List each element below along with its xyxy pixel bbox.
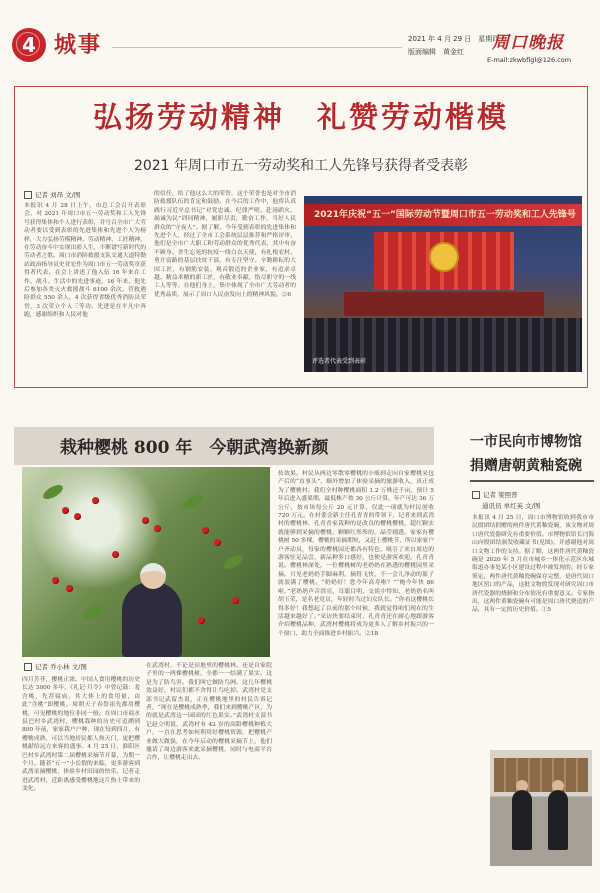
person-figure — [548, 790, 568, 850]
cherry-picker-figure — [122, 582, 182, 657]
museum-article-byline-2: 通讯员 单红英 文/图 — [482, 502, 541, 510]
cherry — [52, 577, 59, 584]
cherry-article-byline: 记者 乔小林 文/图 — [24, 662, 87, 671]
leaf — [81, 602, 105, 622]
museum-donation-photo — [490, 750, 592, 866]
top-article-column-2: 的信任，给了他这么大的荣誉，这个荣誉也是对全市消防救援队伍的肯定和鼓励。在今后的工作中，他将认真践行习近平总书记“对党忠诚、纪律严明、赴汤蹈火、竭诚为民”训词精神，履职尽责，勤奋工作，当好人民群众的“守夜人”。据了解，今年受到表彰的先进集体和先进个人，经过了全市工会系统层层推荐和严格评审。他们是全市广大职工和劳动群众的优秀代表，其中有奋不顾身、舍生忘死的抗疫一线白衣天使，有扎根农村、勇开富路的基层扶贫干部，有专注坚守、辛勤耕耘的大国工匠，有钢筋安装、观音锻造的企业家，有追求卓越、精益求精的新工匠，有敬业奉献、恪尽职守的一线工人等等。在他们身上，集中体现了全市广大劳动者的优秀品质，展示了周口人民奋发向上的精神风貌。②6 — [154, 191, 296, 298]
top-article-column-1: 本报讯 4 月 28 日上午，市总工会召开表彰会，对 2021 年周口市五一劳动奖和工人先锋号获得集体和个人进行表彰，并号召全市广大劳动者要以受到表彰的先进集体和先进个人为榜样，大力弘扬劳模精神、劳动精神、工匠精神，在劳动奋斗中实现出彩人生，不断谱写新时代的劳动者之歌。周口市消防救援支队交通大道特勤站政治指导员史亚宏作为周口市五一劳动奖章获得者代表，在会上讲述了他入伍 16 年来在工作、战斗、生活中的先进事迹，16 年来，他先后参加各类灭火救援战斗 6100 余次，营救遇险群众 550 余人，4 次获得省级优秀消防员荣誉，3 次荣立个人三等功。先进是在平凡中奔跑，感谢组织和人民对他 — [24, 203, 146, 319]
editor-text: 版面编辑 黄金红 — [408, 48, 464, 56]
ceremony-banner: 2021年庆祝“五一”国际劳动节暨周口市五一劳动奖和工人先锋号 — [304, 204, 582, 226]
cherry-article-column-2: 在武湾村，不论是田地里的樱桃林，还是自家院子里的一两棵樱桃树，全都一一结满了果实。这是为了防鸟害。我们叫它做防鸟网。这几年樱桃效益好，村民们都不舍得让鸟吃掉。武湾村党支部书记武留杰说，正在樱桃地里的村民告诉记者，“现在是樱桃成熟季，我们来到樱桃产区，为的就是武湾这一园园的红色果实。”武湾村支部书记赵立明说，武湾村有 42 岁的高龄樱桃种植大户，一直在思考如何利用好樱桃资源，把樱桃产业做大做强，在今年启动的樱桃采摘节上，他们邀请了周边游客来此采摘樱桃，同时与电商平台合作，让樱桃走出去。 — [146, 663, 272, 762]
section-title: 城事 — [54, 32, 103, 58]
cherry-picking-photo — [22, 467, 270, 657]
photo-caption: 评选者代表受到表彰 — [312, 358, 367, 365]
cherry — [154, 525, 161, 532]
podium — [344, 292, 544, 316]
cherry-article-column-3: 传效果。村民从两边零散零樱桃的小贩到走向自家樱桃采包产后的“直事头”，顺外增加了体验采摘的旅游收入，真正成为了樱桃村。我们全村种樱桃面积 1.2 万株还千亩，预计 5 年后进入盛果期，最低株产按 30 公斤计算，年产可达 36 万公斤，按市场每公斤 20 元计算，仅此一项就为村民创收 720 万元。在村委会新主任孔青青的带领下，记者来到武湾村的樱桃林，孔青青家栽种的是改良的樱桃樱桃，超红颗实就能够到采摘的樱桃，颗颗红彤彤的，晶莹剔透。家家有樱桃树 50 多棵，樱桃的采摘期短，又赶上樱桃节，所以家家户户齐动员，每家的樱桃园还都各有特色，吸引了来自周边的游客驻足品尝，新品种多口感好，也便是游客欢迎。孔青青说。樱桃林深处，一位樱桃树的老奶奶在熟透的樱桃园里采摘。只见老奶奶手脚麻利，摘得飞快，不一会儿净动的篮子就装满了樱桃。“奶奶好！您今年高寿啦？”“俺今年快 86 啦。”老奶奶声音洪亮，耳聪目明，交谈中得知，老奶奶名叫胡玉荣，是名老党员，年轻时当过妇女队长。“你看这樱桃长得多好！我想起了以前的那个时候，我就觉得咱们现在的生活越来越好了。”采访快要结束时，孔青青还在耐心地跟游客介绍樱桃品种，武湾村樱桃将成为更多人了解乡村振兴的一个窗口，助力全面推进乡村振兴。②18 — [278, 471, 434, 637]
cherry — [92, 497, 99, 504]
leaf — [41, 482, 65, 502]
top-article-byline: 记者 刘昂 文/图 — [24, 190, 80, 199]
cherry — [232, 597, 239, 604]
museum-article-byline: 记者 梁照普 — [472, 490, 518, 499]
museum-article-headline: 一市民向市博物馆捐赠唐朝黄釉瓷碗 — [470, 434, 582, 474]
masthead-logo: 周口晚报 — [492, 33, 564, 53]
leaf — [221, 552, 245, 572]
cherry — [74, 513, 81, 520]
cherry — [202, 527, 209, 534]
top-article-headline: 弘扬劳动精神 礼赞劳动楷模 — [92, 100, 509, 134]
cherry — [112, 551, 119, 558]
email-text: E-mail:zkwbflgl@126.com — [487, 56, 572, 64]
museum-article-body: 本报讯 4 月 25 日，周口市博物馆收到我市市民殷团结捐赠的两件唐代黄釉瓷碗，该文物对周口唐代瓷器研究有重要价值。市博物馆馆长闫海山向殷团结颁发收藏证书(见图)，并感谢他对周口文物工作的支持。据了解，这两件唐代黄釉瓷碗是 2020 年 5 月在市城乡一体化示范区东城街道办事处某小区建设过程中被发现的。经专家鉴定，两件唐代黄釉瓷碗保存完整，是唐代周口地区窑口的产品，这批文物的发现对研究周口市唐代瓷器的烧制和分布情况有重要意义。专家指出，这两件黄釉瓷碗有可能是周口唐代烧造的产品，具有一定的历史价值。①5 — [472, 515, 594, 614]
cherry-picker-head — [140, 563, 166, 589]
award-ceremony-photo — [304, 196, 582, 372]
museum-headline-rule — [470, 480, 594, 482]
cherry — [214, 539, 221, 546]
cherry-article-column-1: 四月芳菲，樱桃正浓。中国人食用樱桃的历史长达 3000 多年，《礼记·月令》中曾记载：羞含桃，先荐寝庙。其大体上的食用量，由此“含桃”即樱桃，周朝天子春祭祖先都用樱桃，可见樱桃的地位非同一般。在周口市商水县巴村乡武湾村，樱桃栽种的历史可追溯到 800 年前，家家栽户户种，现在每到四月，有樱桃成熟，可以当地居民都人热天门，更把樱桃献给远方来客的盛事。4 月 25 日，淮阳区巴村乡武湾村第二届樱桃采摘节开幕，为期一个月。随着“五一”小长假的来临，更多游客到武湾采摘樱桃，体验乡村田园的快乐，记者走进武湾村，近距离感受樱桃地这片热土带来的变化。 — [22, 677, 140, 793]
dateline — [408, 33, 499, 59]
top-article-subtitle: 2021 年周口市五一劳动奖和工人先锋号获得者受表彰 — [133, 158, 469, 174]
date-text: 2021 年 4 月 29 日 星期四 — [408, 35, 500, 43]
header-divider — [112, 47, 402, 48]
union-emblem-icon — [429, 242, 459, 272]
cherry — [142, 517, 149, 524]
person-figure — [512, 790, 532, 850]
cherry-article-headline: 栽种樱桃 800 年 今朝武湾换新颜 — [60, 438, 329, 458]
leaf — [181, 492, 205, 512]
display-cabinet — [494, 758, 588, 792]
page-number-badge: 4 — [12, 28, 46, 62]
cherry — [62, 507, 69, 514]
cherry — [198, 617, 205, 624]
cherry — [66, 585, 73, 592]
